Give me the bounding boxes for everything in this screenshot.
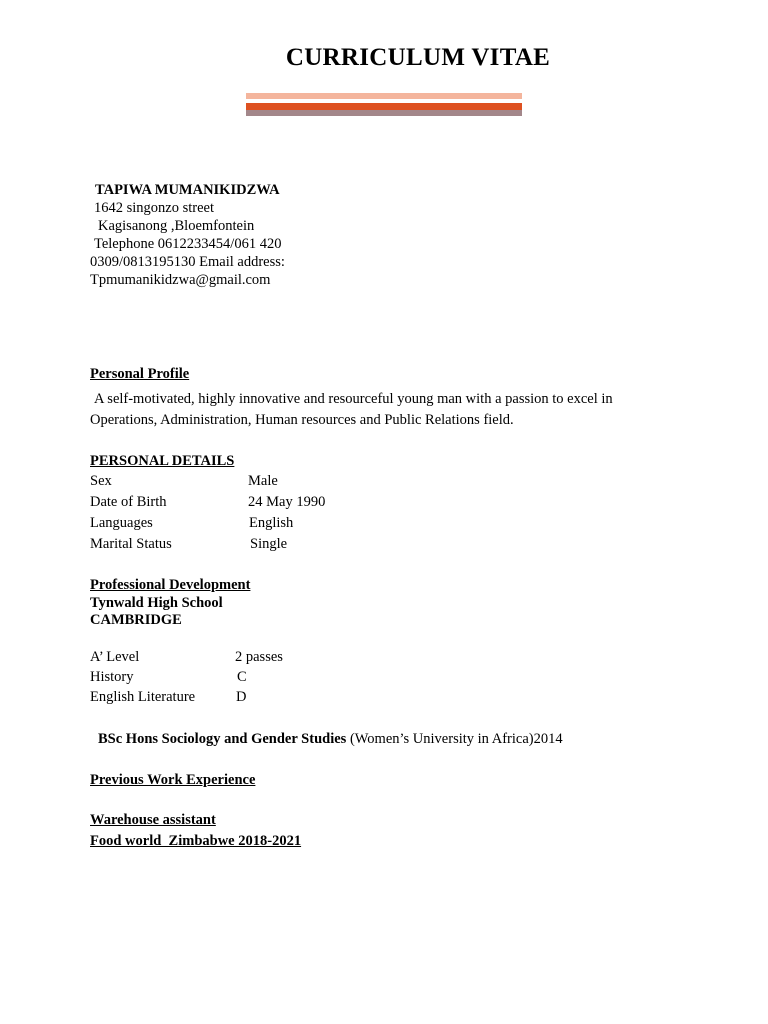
result-label-a-level: A’ Level: [90, 649, 140, 665]
detail-label-languages: Languages: [90, 515, 153, 531]
detail-value-marital-status: Single: [250, 536, 288, 552]
personal-profile-text-1: A self-motivated, highly innovative and resourceful young man with a passion to excel in: [94, 391, 613, 407]
detail-value-languages: English: [249, 515, 294, 531]
personal-profile-text-2: Operations, Administration, Human resources and Public Relations field.: [90, 412, 514, 428]
degree-line: [98, 730, 563, 748]
result-value-english-literature: D: [236, 689, 247, 705]
phone-line-1: Telephone 0612233454/061 420: [94, 236, 282, 252]
detail-label-sex: Sex: [90, 473, 112, 489]
document-title: CURRICULUM VITAE: [285, 44, 551, 71]
result-label-history: History: [90, 669, 134, 685]
school-name: Tynwald High School: [90, 595, 223, 611]
detail-label-marital-status: Marital Status: [90, 536, 172, 552]
detail-value-sex: Male: [248, 473, 278, 489]
job-employer: Food world Zimbabwe 2018-2021: [90, 833, 302, 849]
work-experience-heading: Previous Work Experience: [90, 772, 256, 788]
phone-line-2: 0309/0813195130 Email address:: [90, 254, 285, 270]
job-role: Warehouse assistant: [90, 812, 216, 828]
address-line-1: 1642 singonzo street: [94, 200, 215, 216]
personal-details-heading: PERSONAL DETAILS: [90, 453, 235, 469]
personal-profile-heading: Personal Profile: [90, 366, 190, 382]
professional-development-heading: Professional Development: [90, 577, 251, 593]
header-rule-orange: [246, 103, 522, 110]
degree-title: BSc Hons Sociology and Gender Studies: [98, 731, 347, 747]
result-value-a-level: 2 passes: [235, 649, 283, 665]
result-label-english-literature: English Literature: [90, 689, 196, 705]
address-line-2: Kagisanong ,Bloemfontein: [98, 218, 255, 234]
applicant-name: TAPIWA MUMANIKIDZWA: [95, 182, 280, 198]
detail-label-dob: Date of Birth: [90, 494, 167, 510]
email-address: Tpmumanikidzwa@gmail.com: [90, 272, 271, 288]
result-value-history: C: [237, 669, 247, 685]
detail-value-dob: 24 May 1990: [248, 494, 326, 510]
exam-board: CAMBRIDGE: [90, 612, 182, 628]
header-rule-gray: [246, 110, 522, 116]
degree-institution: (Women’s University in Africa)2014: [349, 731, 563, 747]
